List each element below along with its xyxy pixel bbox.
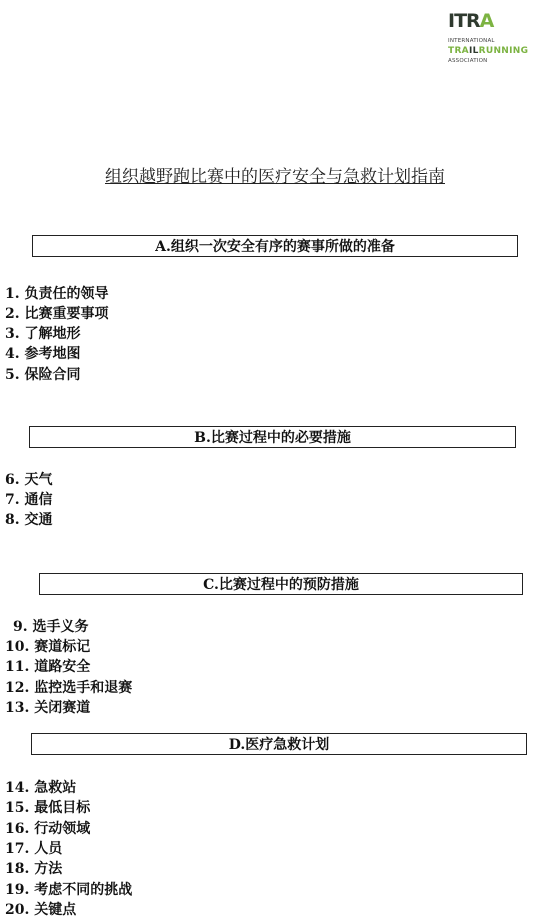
list-item: 7. 通信 bbox=[5, 492, 53, 508]
list-item: 19. 考虑不同的挑战 bbox=[5, 882, 133, 898]
list-item: 10. 赛道标记 bbox=[5, 639, 91, 655]
list-item: 16. 行动领域 bbox=[5, 821, 91, 837]
list-item: 15. 最低目标 bbox=[5, 800, 91, 816]
list-item: 13. 关闭赛道 bbox=[5, 700, 91, 716]
list-item: 17. 人员 bbox=[5, 841, 63, 857]
list-item: 11. 道路安全 bbox=[5, 659, 91, 675]
list-item: 14. 急救站 bbox=[5, 780, 77, 796]
list-item: 4. 参考地图 bbox=[5, 346, 81, 362]
section-a-heading: A.组织一次安全有序的赛事所做的准备 bbox=[32, 235, 518, 257]
section-c-heading: C.比赛过程中的预防措施 bbox=[39, 573, 523, 595]
list-item: 20. 关键点 bbox=[5, 902, 77, 918]
list-item: 3. 了解地形 bbox=[5, 326, 81, 342]
list-item: 12. 监控选手和退赛 bbox=[5, 680, 133, 696]
list-item: 8. 交通 bbox=[5, 512, 53, 528]
list-item: 9. 选手义务 bbox=[13, 619, 89, 635]
itra-logo bbox=[436, 8, 544, 68]
list-item: 6. 天气 bbox=[5, 472, 53, 488]
logo-line-trailrunning: TRAILRUNNING bbox=[448, 46, 529, 56]
list-item: 1. 负责任的领导 bbox=[5, 286, 109, 302]
logo-line-association: ASSOCIATION bbox=[448, 58, 488, 64]
section-b-heading: B.比赛过程中的必要措施 bbox=[29, 426, 516, 448]
section-d-heading: D.医疗急救计划 bbox=[31, 733, 527, 755]
list-item: 2. 比赛重要事项 bbox=[5, 306, 109, 322]
list-item: 18. 方法 bbox=[5, 861, 63, 877]
logo-line-international: INTERNATIONAL bbox=[448, 38, 495, 44]
list-item: 5. 保险合同 bbox=[5, 367, 81, 383]
logo-mark: ITRA bbox=[448, 10, 494, 32]
document-title: 组织越野跑比赛中的医疗安全与急救计划指南 bbox=[105, 167, 445, 187]
